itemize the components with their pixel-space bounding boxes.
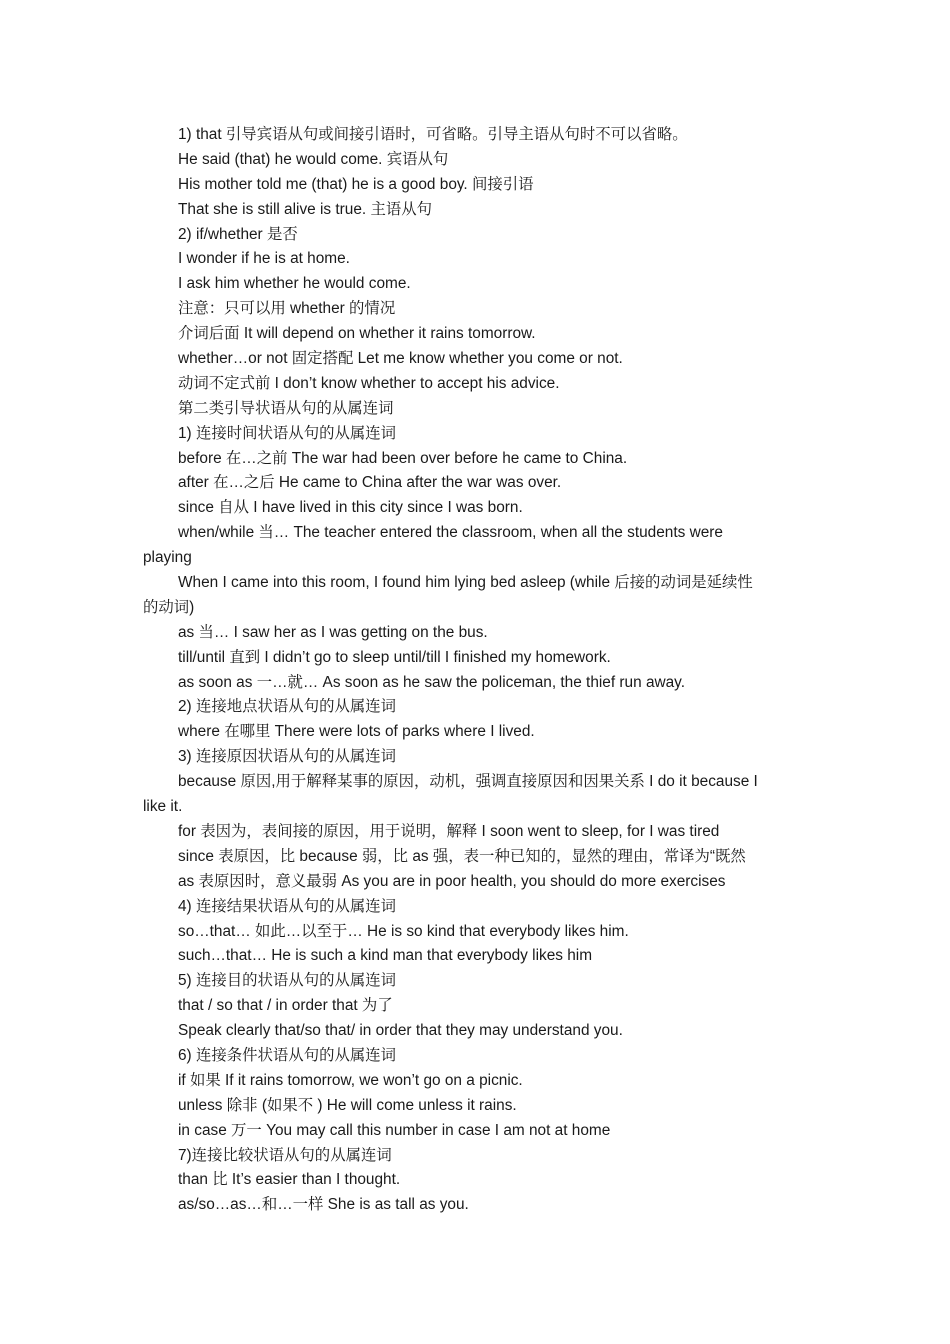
text-line: 2) if/whether 是否 [178,225,298,243]
text-line-continuation: 的动词) [143,598,195,616]
subsection-heading: 3) 连接原因状语从句的从属连词 [178,748,397,766]
text-line: before 在…之前 The war had been over before he came to China. [178,449,628,467]
text-line: Speak clearly that/so that/ in order that they may understand you. [178,1022,623,1040]
text-line: unless 除非 (如果不 ) He will come unless it rains. [178,1096,517,1114]
text-line: That she is still alive is true. 主语从句 [178,200,433,218]
text-line: as 表原因时，意义最弱 As you are in poor health, you should do more exercises [178,872,726,890]
text-line: in case 万一 You may call this number in case I am not at home [178,1121,611,1139]
text-line: I ask him whether he would come. [178,275,411,293]
text-line: I wonder if he is at home. [178,250,350,268]
text-line: after 在…之后 He came to China after the war was over. [178,474,562,492]
subsection-heading: 7)连接比较状语从句的从属连词 [178,1146,392,1164]
text-line: 注意：只可以用 whether 的情况 [178,300,396,318]
text-line-continuation: playing [143,549,192,567]
section-heading: 第二类引导状语从句的从属连词 [178,399,394,417]
subsection-heading: 1) 连接时间状语从句的从属连词 [178,424,397,442]
text-line: as 当… I saw her as I was getting on the bus. [178,623,488,641]
text-line: He said (that) he would come. 宾语从句 [178,150,449,168]
text-line: than 比 It’s easier than I thought. [178,1171,401,1189]
text-line: such…that… He is such a kind man that everybody likes him [178,947,593,965]
text-line: 1) that 引导宾语从句或间接引语时，可省略。引导主语从句时不可以省略。 [178,126,688,143]
text-line: since 自从 I have lived in this city since I was born. [178,499,523,517]
subsection-heading: 6) 连接条件状语从句的从属连词 [178,1046,397,1064]
text-line: so…that… 如此…以至于… He is so kind that everybody likes him. [178,922,629,940]
text-line: as/so…as…和…一样 She is as tall as you. [178,1196,469,1214]
text-line: till/until 直到 I didn’t go to sleep until/till I finished my homework. [178,648,611,666]
subsection-heading: 2) 连接地点状语从句的从属连词 [178,698,397,716]
text-line: His mother told me (that) he is a good boy. 间接引语 [178,175,534,193]
text-line: because 原因,用于解释某事的原因，动机，强调直接原因和因果关系 I do it because I [178,773,758,791]
text-line: that / so that / in order that 为了 [178,997,393,1015]
text-line: if 如果 If it rains tomorrow, we won’t go on a picnic. [178,1071,523,1089]
text-line: When I came into this room, I found him lying bed asleep (while 后接的动词是延续性 [178,574,753,592]
text-line: where 在哪里 There were lots of parks where I lived. [178,723,535,741]
text-line: since 表原因，比 because 弱，比 as 强，表一种已知的，显然的理由，常译为“既然 [178,847,746,865]
text-line: 介词后面 It will depend on whether it rains tomorrow. [178,325,536,343]
text-line: as soon as 一…就… As soon as he saw the policeman, the thief run away. [178,673,686,691]
subsection-heading: 4) 连接结果状语从句的从属连词 [178,897,397,915]
subsection-heading: 5) 连接目的状语从句的从属连词 [178,972,397,990]
text-line: for 表因为，表间接的原因，用于说明，解释 I soon went to sleep, for I was tired [178,822,720,840]
document-body [143,123,805,1218]
text-line: 动词不定式前 I don’t know whether to accept his advice. [178,374,560,392]
text-line: when/while 当… The teacher entered the classroom, when all the students were [178,524,723,542]
text-line-continuation: like it. [143,798,183,816]
text-line: whether…or not 固定搭配 Let me know whether you come or not. [178,350,623,368]
